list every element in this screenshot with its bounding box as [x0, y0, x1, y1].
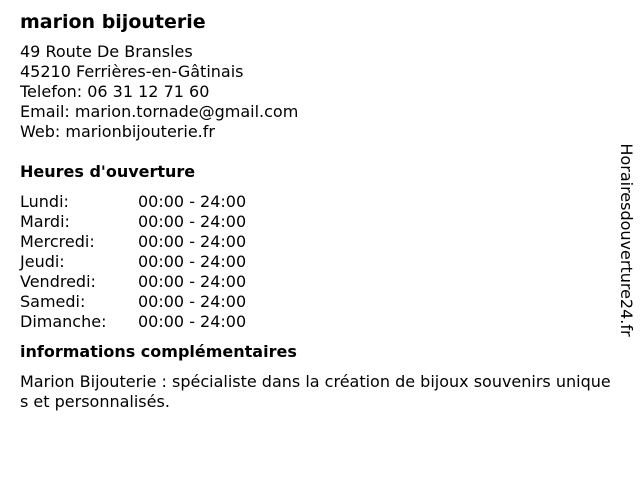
day-hours: 00:00 - 24:00 — [138, 312, 247, 331]
address-line-2: 45210 Ferrières-en-Gâtinais — [20, 62, 244, 81]
opening-hours-table — [20, 192, 616, 332]
day-hours: 00:00 - 24:00 — [138, 252, 247, 271]
day-label: Jeudi: — [20, 252, 65, 271]
day-label: Mercredi: — [20, 232, 95, 251]
day-hours: 00:00 - 24:00 — [138, 192, 247, 211]
email-line: Email: marion.tornade@gmail.com — [20, 102, 299, 121]
day-hours: 00:00 - 24:00 — [138, 272, 247, 291]
day-label: Dimanche: — [20, 312, 107, 331]
site-watermark: Horairesdouverture24.fr — [617, 143, 636, 337]
business-card — [20, 10, 616, 412]
day-label: Lundi: — [20, 192, 69, 211]
web-line: Web: marionbijouterie.fr — [20, 122, 215, 141]
day-hours: 00:00 - 24:00 — [138, 292, 247, 311]
day-hours: 00:00 - 24:00 — [138, 212, 247, 231]
address-line-1: 49 Route De Bransles — [20, 42, 193, 61]
info-description: Marion Bijouterie : spécialiste dans la création de bijoux souvenirs uniques et personnalisés. — [20, 372, 611, 411]
phone-line: Telefon: 06 31 12 71 60 — [20, 82, 210, 101]
day-label: Mardi: — [20, 212, 70, 231]
business-name: marion bijouterie — [20, 11, 206, 33]
day-label: Samedi: — [20, 292, 86, 311]
info-heading: informations complémentaires — [20, 342, 297, 361]
day-label: Vendredi: — [20, 272, 96, 291]
day-hours: 00:00 - 24:00 — [138, 232, 247, 251]
hours-heading: Heures d'ouverture — [20, 162, 196, 181]
